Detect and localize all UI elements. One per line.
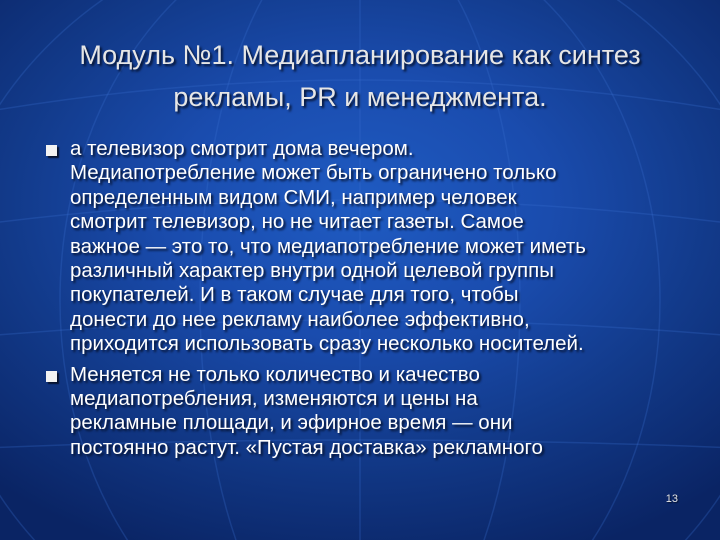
bullet-text-line: различный характер внутри одной целевой группы xyxy=(70,259,554,283)
page-number: 13 xyxy=(665,493,678,505)
bullet-text-line: определенным видом СМИ, например человек xyxy=(70,185,517,209)
bullet-text-line: смотрит телевизор, но не читает газеты. Самое xyxy=(70,210,524,234)
bullet-list xyxy=(46,137,696,466)
square-bullet-icon xyxy=(46,371,57,382)
slide-title xyxy=(40,34,680,118)
bullet-text-line: Медиапотребление может быть ограничено только xyxy=(70,161,557,185)
bullet-text-line: медиапотребления, изменяются и цены на xyxy=(70,387,478,411)
bullet-text-line: Меняется не только количество и качество xyxy=(70,362,480,386)
title-line: рекламы, PR и менеджмента. xyxy=(173,82,547,112)
bullet-text-line: приходится использовать сразу несколько носителей. xyxy=(70,332,584,356)
bullet-text-line: покупателей. И в таком случае для того, чтобы xyxy=(70,283,519,307)
title-line: Модуль №1. Медиапланирование как синтез xyxy=(79,40,641,70)
bullet-item xyxy=(46,137,696,357)
square-bullet-icon xyxy=(46,145,57,156)
bullet-text-line: а телевизор смотрит дома вечером. xyxy=(70,137,414,160)
bullet-text-line: донести до нее рекламу наиболее эффективно, xyxy=(70,307,530,331)
bullet-text-line: постоянно растут. «Пустая доставка» рекламного xyxy=(70,435,543,459)
bullet-text-line: рекламные площади, и эфирное время — они xyxy=(70,411,513,435)
bullet-item xyxy=(46,363,696,461)
bullet-text-line: важное — это то, что медиапотребление может иметь xyxy=(70,234,586,258)
